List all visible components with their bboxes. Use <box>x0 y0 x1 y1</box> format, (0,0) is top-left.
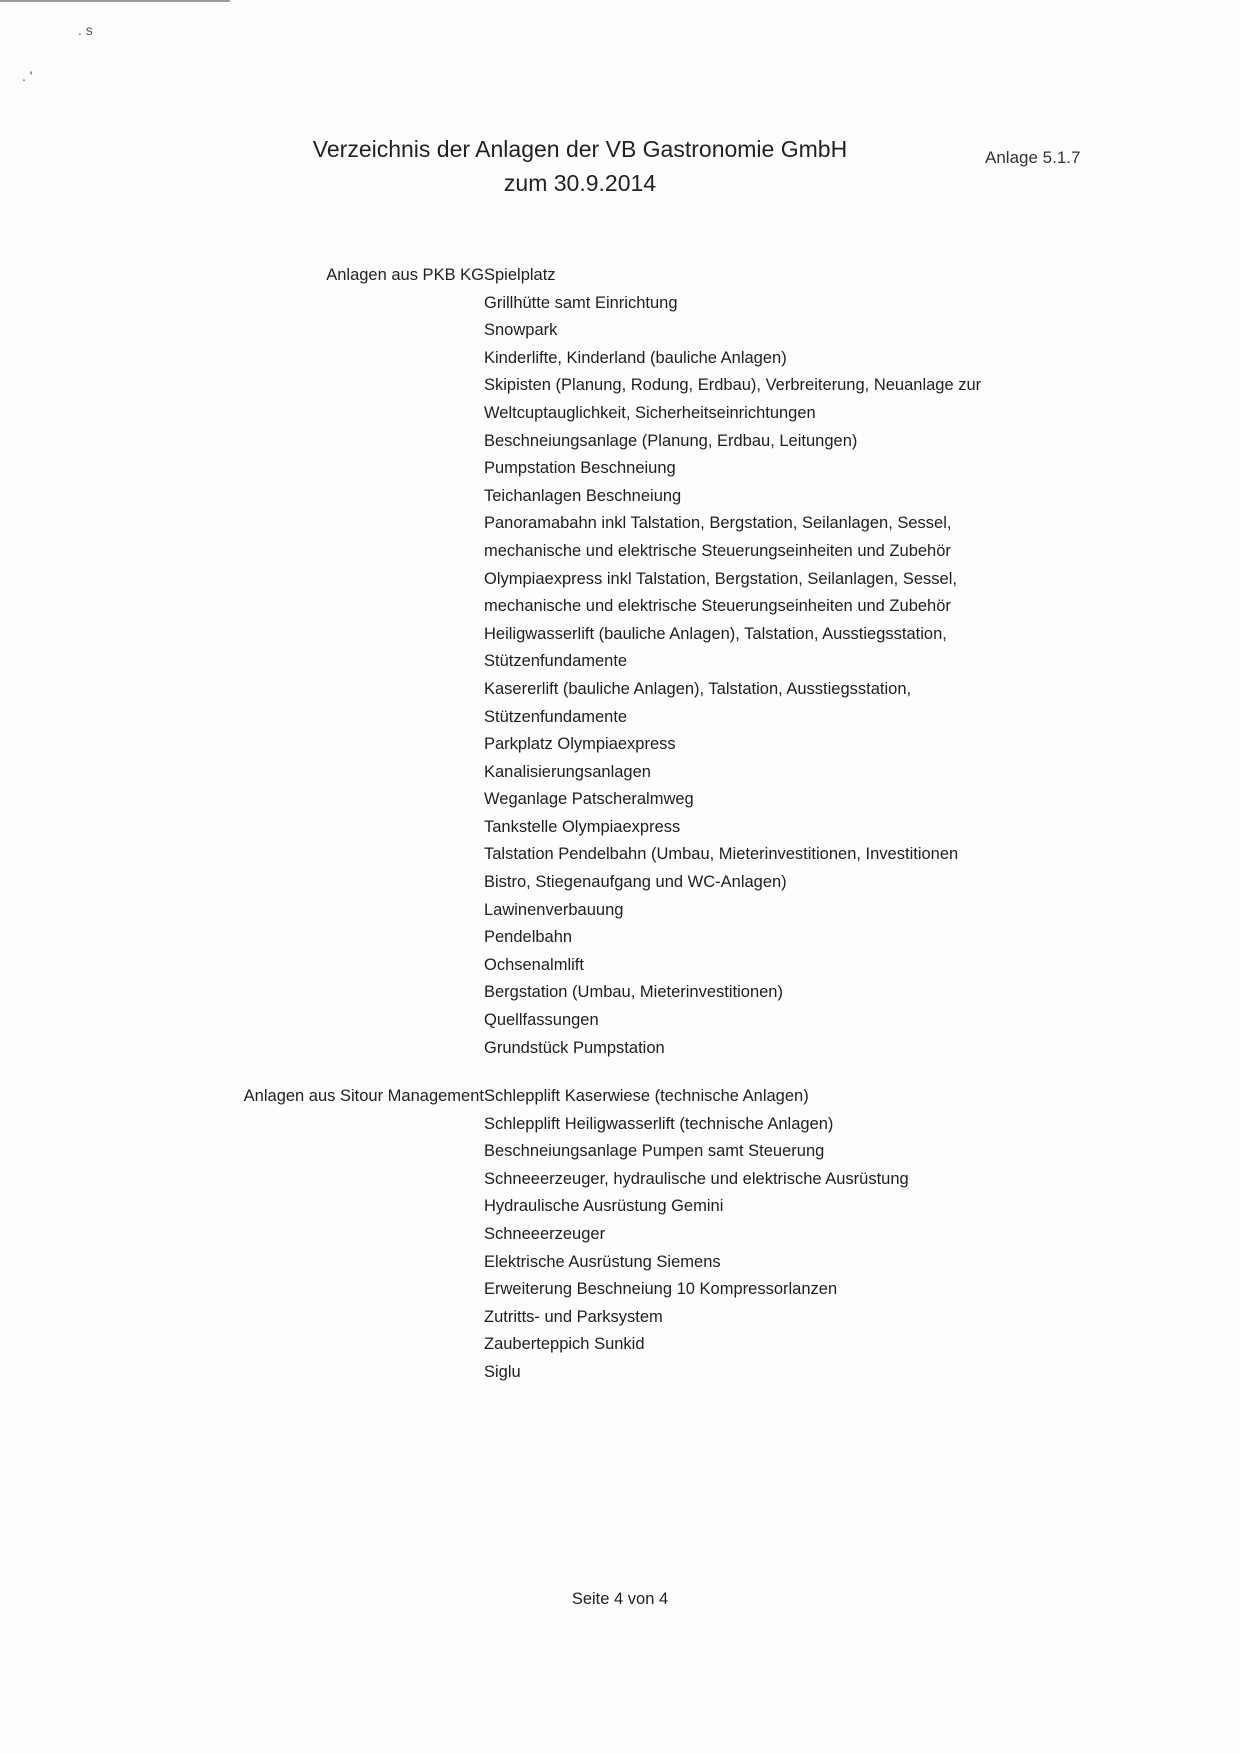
asset-list-item: Heiligwasserlift (bauliche Anlagen), Talstation, Ausstiegsstation, <box>484 624 947 643</box>
asset-list-item: Schlepplift Heiligwasserlift (technische Anlagen) <box>484 1114 834 1133</box>
asset-list-item: Stützenfundamente <box>484 652 628 671</box>
group-label-sitour: Anlagen aus Sitour Management <box>243 1087 484 1105</box>
asset-list-item: Grillhütte samt Einrichtung <box>484 293 678 312</box>
attachment-reference: Anlage 5.1.7 <box>985 148 1081 167</box>
asset-list-item: Pendelbahn <box>484 928 573 947</box>
asset-list-item: Lawinenverbauung <box>484 900 624 919</box>
asset-list-item: Weganlage Patscheralmweg <box>484 790 694 809</box>
asset-list-item: Weltcuptauglichkeit, Sicherheitseinrichtungen <box>484 403 816 422</box>
group-label-pkb-kg: Anlagen aus PKB KG <box>326 266 484 284</box>
asset-list-item: Kinderlifte, Kinderland (bauliche Anlagen) <box>484 348 787 367</box>
title-line-2: zum 30.9.2014 <box>503 170 657 196</box>
asset-list-item: Kasererlift (bauliche Anlagen), Talstation, Ausstiegsstation, <box>484 679 912 698</box>
asset-list-item: Schneeerzeuger, hydraulische und elektrische Ausrüstung <box>484 1169 909 1188</box>
asset-list-item: Erweiterung Beschneiung 10 Kompressorlanzen <box>484 1280 838 1299</box>
scan-mark-left: . ' <box>22 68 33 84</box>
asset-list-item: Beschneiungsanlage (Planung, Erdbau, Leitungen) <box>484 431 858 450</box>
title-line-1: Verzeichnis der Anlagen der VB Gastronomie GmbH <box>312 136 848 162</box>
asset-list-sitour <box>484 1083 909 1387</box>
asset-list-item: mechanische und elektrische Steuerungseinheiten und Zubehör <box>484 541 951 560</box>
asset-list-item: Kanalisierungsanlagen <box>484 762 651 781</box>
asset-list-item: Olympiaexpress inkl Talstation, Bergstation, Seilanlagen, Sessel, <box>484 569 957 588</box>
asset-list-item: Pumpstation Beschneiung <box>484 459 676 478</box>
asset-list-item: Elektrische Ausrüstung Siemens <box>484 1252 721 1271</box>
asset-list-item: Bergstation (Umbau, Mieterinvestitionen) <box>484 983 783 1002</box>
asset-list-pkb-kg <box>484 262 981 1062</box>
asset-list-item: Snowpark <box>484 321 558 340</box>
asset-list-item: Schlepplift Kaserwiese (technische Anlagen) <box>484 1087 809 1105</box>
asset-list-item: Spielplatz <box>484 266 556 284</box>
document-title <box>300 132 860 200</box>
asset-list-item: Teichanlagen Beschneiung <box>484 486 682 505</box>
asset-list-item: Ochsenalmlift <box>484 955 584 974</box>
asset-list-item: Schneeerzeuger <box>484 1224 606 1243</box>
asset-list-item: Parkplatz Olympiaexpress <box>484 735 676 754</box>
scan-mark-top: . s <box>78 22 93 38</box>
asset-list-item: Stützenfundamente <box>484 707 628 726</box>
asset-list-item: Panoramabahn inkl Talstation, Bergstation, Seilanlagen, Sessel, <box>484 514 952 533</box>
asset-list-item: Beschneiungsanlage Pumpen samt Steuerung <box>484 1142 825 1161</box>
asset-list-item: Zutritts- und Parksystem <box>484 1307 663 1326</box>
asset-list-item: Bistro, Stiegenaufgang und WC-Anlagen) <box>484 873 787 892</box>
asset-list-item: Tankstelle Olympiaexpress <box>484 817 681 836</box>
asset-list-item: mechanische und elektrische Steuerungseinheiten und Zubehör <box>484 597 951 616</box>
asset-list-item: Siglu <box>484 1362 521 1381</box>
page-footer: Seite 4 von 4 <box>571 1590 669 1608</box>
asset-list-item: Grundstück Pumpstation <box>484 1038 665 1057</box>
asset-list-item: Zauberteppich Sunkid <box>484 1335 645 1354</box>
asset-list-item: Skipisten (Planung, Rodung, Erdbau), Verbreiterung, Neuanlage zur <box>484 376 982 395</box>
scan-edge-line <box>0 0 230 2</box>
asset-list-item: Hydraulische Ausrüstung Gemini <box>484 1197 724 1216</box>
asset-list-item: Quellfassungen <box>484 1011 599 1030</box>
asset-list-item: Talstation Pendelbahn (Umbau, Mieterinvestitionen, Investitionen <box>484 845 959 864</box>
